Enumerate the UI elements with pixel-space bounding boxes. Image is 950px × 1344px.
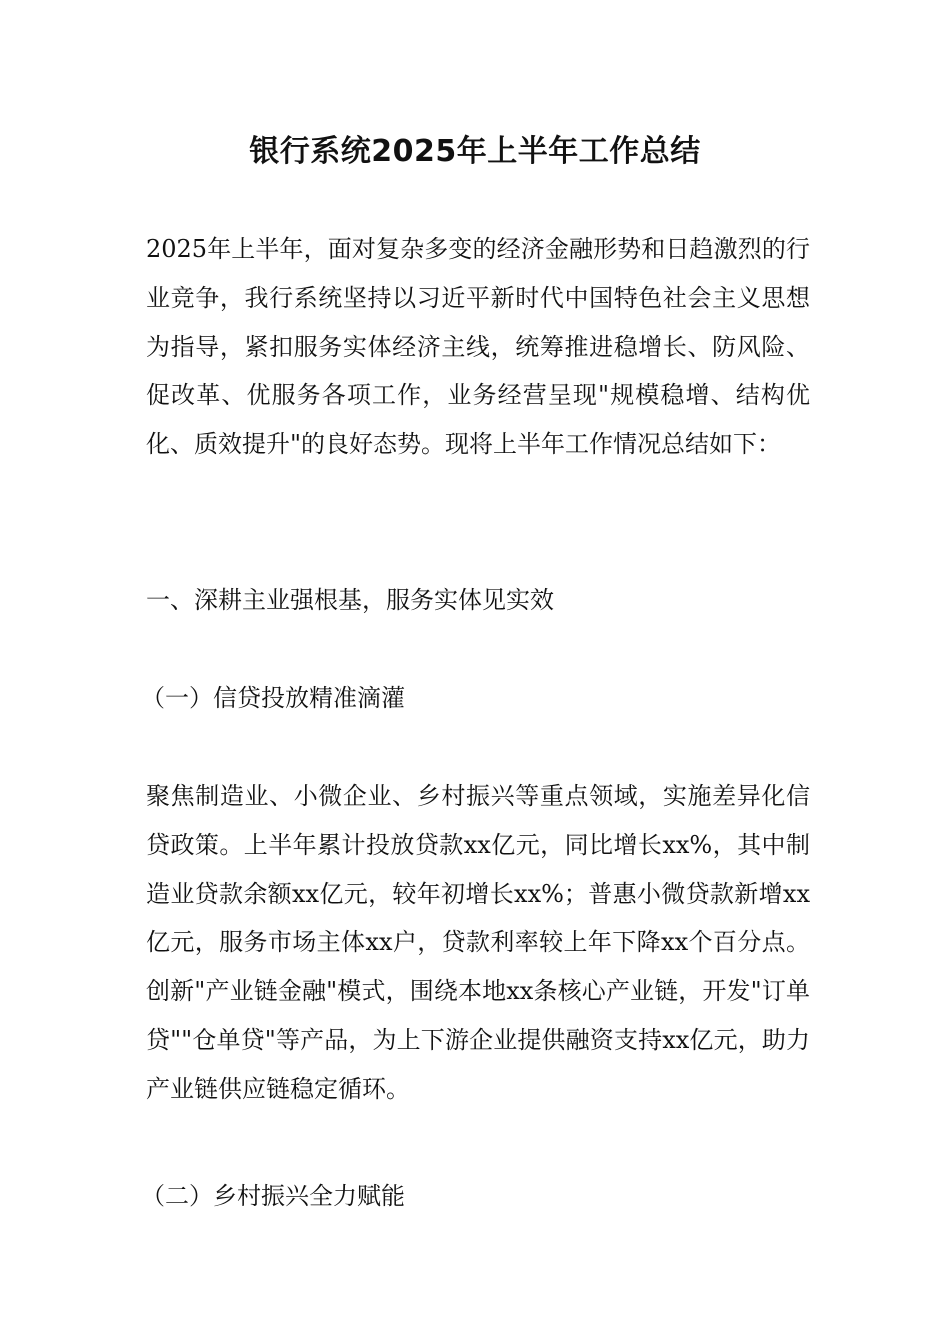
- page-title: 银行系统2025年上半年工作总结: [249, 134, 701, 169]
- intro-paragraph: 2025年上半年，面对复杂多变的经济金融形势和日趋激烈的行业竞争，我行系统坚持以习近平新时代中国特色社会主义思想为指导，紧扣服务实体经济主线，统筹推进稳增长、防风险、促改革、优服务各项工作，业务经营呈现"规模稳增、结构优化、质效提升"的良好态势。现将上半年工作情况总结如下：: [146, 235, 810, 459]
- subsection-heading-1: （一）信贷投放精准滴灌: [141, 684, 405, 712]
- subsection-body-1: 聚焦制造业、小微企业、乡村振兴等重点领域，实施差异化信贷政策。上半年累计投放贷款xx亿元，同比增长xx%，其中制造业贷款余额xx亿元，较年初增长xx%；普惠小微贷款新增xx亿元，服务市场主体xx户，贷款利率较上年下降xx个百分点。创新"产业链金融"模式，围绕本地xx条核心产业链，开发"订单贷""仓单贷"等产品，为上下游企业提供融资支持xx亿元，助力产业链供应链稳定循环。: [146, 782, 810, 1103]
- section-heading-1: 一、深耕主业强根基，服务实体见实效: [146, 586, 554, 614]
- subsection-heading-2: （二）乡村振兴全力赋能: [141, 1182, 405, 1210]
